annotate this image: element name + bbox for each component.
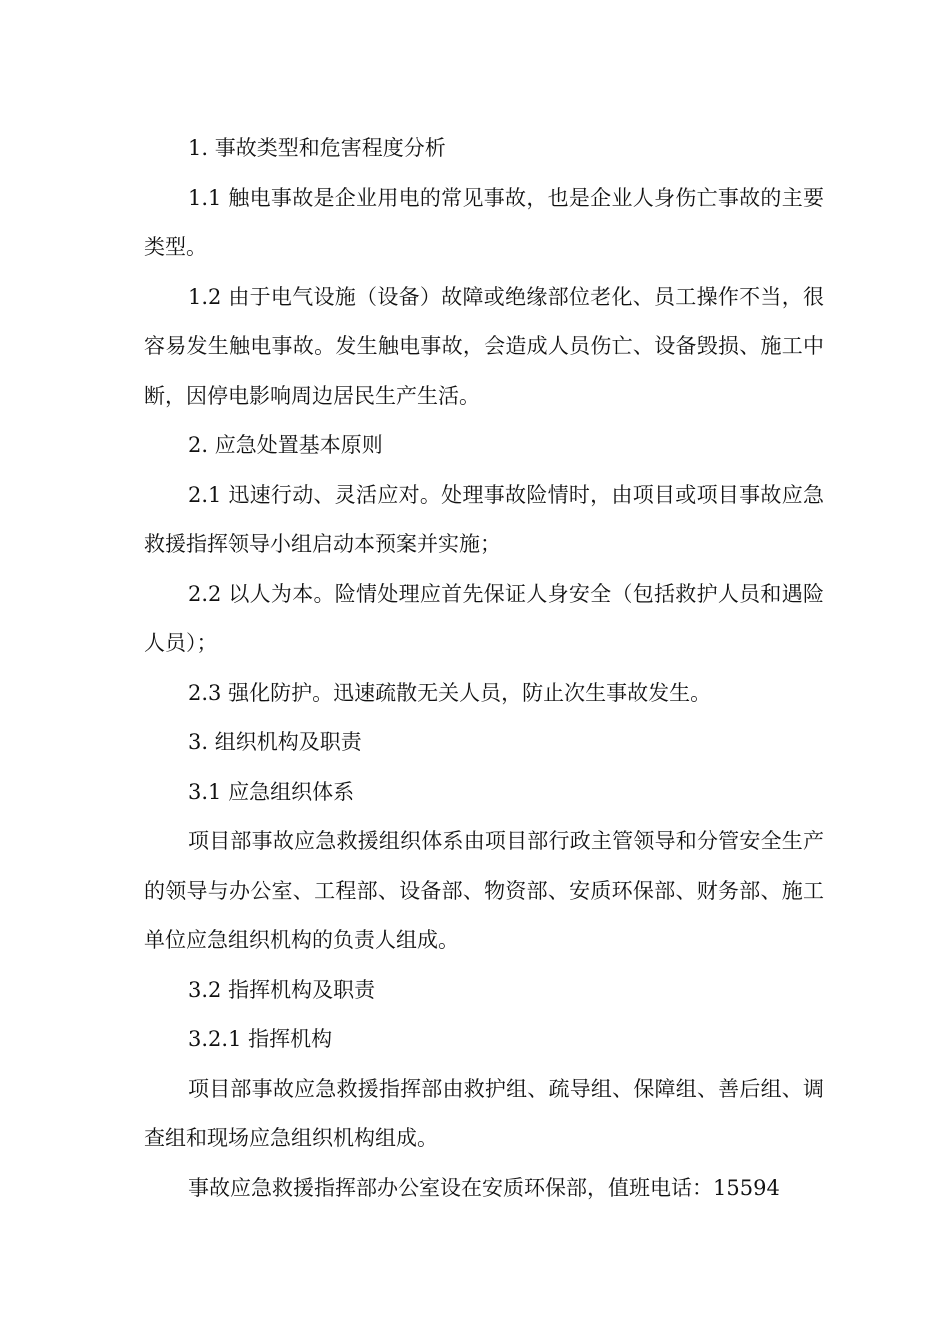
subsection-heading-3-1: 3.1 应急组织体系 [188,779,355,804]
subsection-heading-3-2: 3.2 指挥机构及职责 [188,977,376,1002]
paragraph-duty-phone: 事故应急救援指挥部办公室设在安质环保部，值班电话：15594 [188,1175,780,1200]
section-heading-1: 1. 事故类型和危害程度分析 [188,136,446,160]
document-body [144,124,824,1213]
paragraph-2-1: 2.1 迅速行动、灵活应对。处理事故险情时，由项目或项目事故应急救援指挥领导小组启动本预案并实施； [144,482,824,556]
paragraph-3-2-1: 项目部事故应急救援指挥部由救护组、疏导组、保障组、善后组、调查组和现场应急组织机构组成。 [144,1076,824,1150]
paragraph-2-2: 2.2 以人为本。险情处理应首先保证人身安全（包括救护人员和遇险人员）； [144,581,824,655]
paragraph-2-3: 2.3 强化防护。迅速疏散无关人员，防止次生事故发生。 [188,680,712,705]
section-heading-2: 2. 应急处置基本原则 [188,433,383,457]
paragraph-1-1: 1.1 触电事故是企业用电的常见事故，也是企业人身伤亡事故的主要类型。 [144,185,824,259]
paragraph-1-2: 1.2 由于电气设施（设备）故障或绝缘部位老化、员工操作不当，很容易发生触电事故。发生触电事故，会造成人员伤亡、设备毁损、施工中断，因停电影响周边居民生产生活。 [144,284,824,408]
section-heading-3: 3. 组织机构及职责 [188,730,362,754]
paragraph-3-1: 项目部事故应急救援组织体系由项目部行政主管领导和分管安全生产的领导与办公室、工程部、设备部、物资部、安质环保部、财务部、施工单位应急组织机构的负责人组成。 [144,829,824,952]
subsection-heading-3-2-1: 3.2.1 指挥机构 [188,1027,333,1051]
